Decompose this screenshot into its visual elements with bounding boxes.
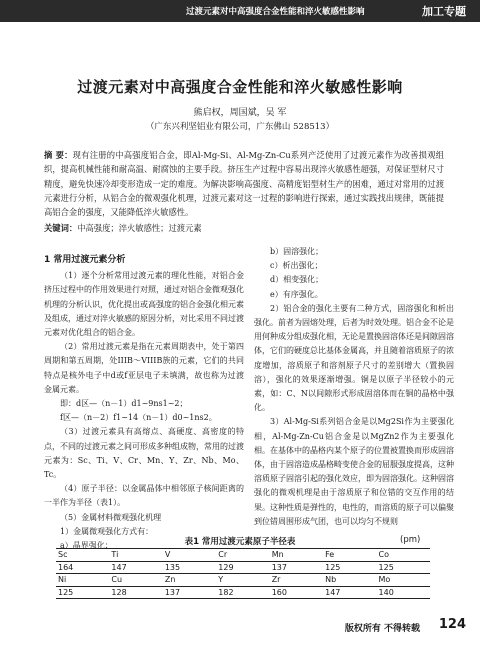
paragraph: 3）Al-Mg-Si系列铝合金是以Mg2Si作为主要强化相，Al-Mg-Zn-Cu铝合金是以MgZn2作为主要强化相。在基体中的晶格内某个原子的位置被置换而形成固溶体，由于固溶造成晶格畸变使合金的屈服强度提高，这种溶质原子固溶引起的强化效应，即为固溶强化。这种固溶强化的微观机理是由于溶质原子和位错的交互作用的结果。这种性质是弹性的，电性的，而溶质的原子可以偏聚到位错周围形成气团，也可以均匀不规则 <box>254 417 454 526</box>
table-row <box>56 586 430 599</box>
table-cell: 140 <box>377 586 430 599</box>
table-cell: Ti <box>109 549 162 562</box>
table-cell: 129 <box>216 561 269 574</box>
table-cell: Cu <box>109 574 162 587</box>
keywords <box>44 222 444 234</box>
page-number: 124 <box>438 617 466 632</box>
table-cell: 147 <box>109 561 162 574</box>
abstract <box>44 148 444 219</box>
table-cell: 182 <box>216 586 269 599</box>
article-title: 过渡元素对中高强度合金性能和淬火敏感性影响 <box>77 78 403 96</box>
running-title: 过渡元素对中高强度合金性能和淬火敏感性影响 <box>186 7 365 17</box>
table-cell: Sc <box>56 549 109 562</box>
article-affiliation: （广东兴利坚铝业有限公司，广东佛山 528513） <box>145 122 335 132</box>
table-cell: Mo <box>377 574 430 587</box>
atomic-radius-table <box>56 548 430 599</box>
paragraph: （3）过渡元素具有高熔点、高硬度、高密度的特点，不同的过渡元素之间可形成多种组成物，常用的过渡元素为：Sc、Ti、V、Cr、Mn、Y、Zr、Nb、Mo、Tc。 <box>44 427 244 480</box>
formula: f区—（n－2）f1~14（n－1）d0~1ns2。 <box>60 413 217 423</box>
paragraph: （4）原子半径：以金属晶体中相邻原子核间距离的一半作为半径（表1）。 <box>44 484 244 508</box>
table-row <box>56 549 430 562</box>
table-cell: V <box>163 549 216 562</box>
paragraph: （5）金属材料微观强化机理 <box>60 512 162 522</box>
list-item: d）相变强化； <box>270 275 324 285</box>
list-item: c）析出强化； <box>270 261 323 271</box>
table-cell: 137 <box>270 561 323 574</box>
table-cell: 135 <box>163 561 216 574</box>
paragraph: a）晶界强化； <box>60 541 113 551</box>
right-column <box>254 245 454 529</box>
section-heading: 1 常用过渡元素分析 <box>44 255 126 265</box>
table-cell: 128 <box>109 586 162 599</box>
table-cell: Zr <box>270 574 323 587</box>
table-title: 表1 常用过渡元素原子半径表 <box>184 537 296 547</box>
page-footer <box>0 616 480 638</box>
table-cell: 125 <box>377 561 430 574</box>
table-cell: Mn <box>270 549 323 562</box>
table-cell: Fe <box>323 549 376 562</box>
table-cell: Co <box>377 549 430 562</box>
table-cell: Nb <box>323 574 376 587</box>
paragraph: 1）金属微观强化方式有： <box>60 526 154 536</box>
copyright-notice: 版权所有 不得转载 <box>344 624 420 634</box>
abstract-label: 摘 要： <box>44 150 73 160</box>
table-cell: 164 <box>56 561 109 574</box>
abstract-text: 现有注册的中高强度铝合金，即Al-Mg-Si、Al-Mg-Zn-Cu系列产泛使用了过渡元素作为改善损观组织，提高机械性能和耐高温、耐腐蚀的主要手段。挤压生产过程中容易出现淬火敏感性超强，对保证型材尺寸精度，避免快速冷却变形造成一定的难度。为解决影响高强度、高精度铝型材生产的困难，通过对常用的过渡元素进行分析，从铝合金的微观强化机理，过渡元素对这一过程的影响进行探索，通过实践找出规律，既能提高铝合金的强度，又能降低淬火敏感性。 <box>44 150 445 218</box>
keywords-text: 中高强度；淬火敏感性；过渡元素 <box>77 223 202 233</box>
paragraph: 2）铝合金的强化主要有二种方式，固溶强化和析出强化。前者为固熔处理，后者为时效处理。铝合金不论是用何种成分组成强化相，无论是置换固溶体还是间隙固溶体，它们的硬度总比基体金属高，并且随着溶质原子的浓度增加，溶质原子和溶剂原子尺寸的差别增大（置换固溶），强化的效果逐渐增强。铜是以原子半径较小的元素，如：C、N以间隙形式形成固溶体而在铜的晶格中强化。 <box>254 303 454 413</box>
table-unit: (pm) <box>400 535 421 545</box>
table-cell: Zn <box>163 574 216 587</box>
table-cell: 137 <box>163 586 216 599</box>
table-cell: 125 <box>56 586 109 599</box>
paragraph: （1）逐个分析常用过渡元素的理化性能，对铝合金挤压过程中的作用效果进行对照，通过对铝合金微观强化机理的分析认识，优化提出或高强度的铝合金强化相元素及组成，通过对淬火敏感的原因分析，对比采用不同过渡元素对优化组合的铝合金。 <box>44 271 244 338</box>
table-cell: Cr <box>216 549 269 562</box>
table-cell: Y <box>216 574 269 587</box>
running-header <box>0 0 480 22</box>
table-row <box>56 561 430 574</box>
table-cell: 160 <box>270 586 323 599</box>
section-label: 加工专题 <box>422 5 466 18</box>
table-cell: 147 <box>323 586 376 599</box>
paragraph: （2）常用过渡元素是指在元素周期表中，处于第四周期和第五周期，处IIIB～VIIIB族的元素，它们的共同特点是核外电子中d或f亚层电子未填满，故也称为过渡金属元素。 <box>44 342 244 394</box>
keywords-label: 关键词： <box>44 223 78 233</box>
left-column <box>44 253 244 553</box>
table-row <box>56 574 430 587</box>
list-item: b）固溶强化； <box>270 247 324 256</box>
formula: 即：d区—（n－1）d1~9ns1~2； <box>60 399 188 409</box>
list-item: e）有序强化。 <box>270 289 323 299</box>
article-authors: 熊启权，周国斌，吴 军 <box>193 108 287 118</box>
table-cell: Ni <box>56 574 109 587</box>
table-cell: 125 <box>323 561 376 574</box>
